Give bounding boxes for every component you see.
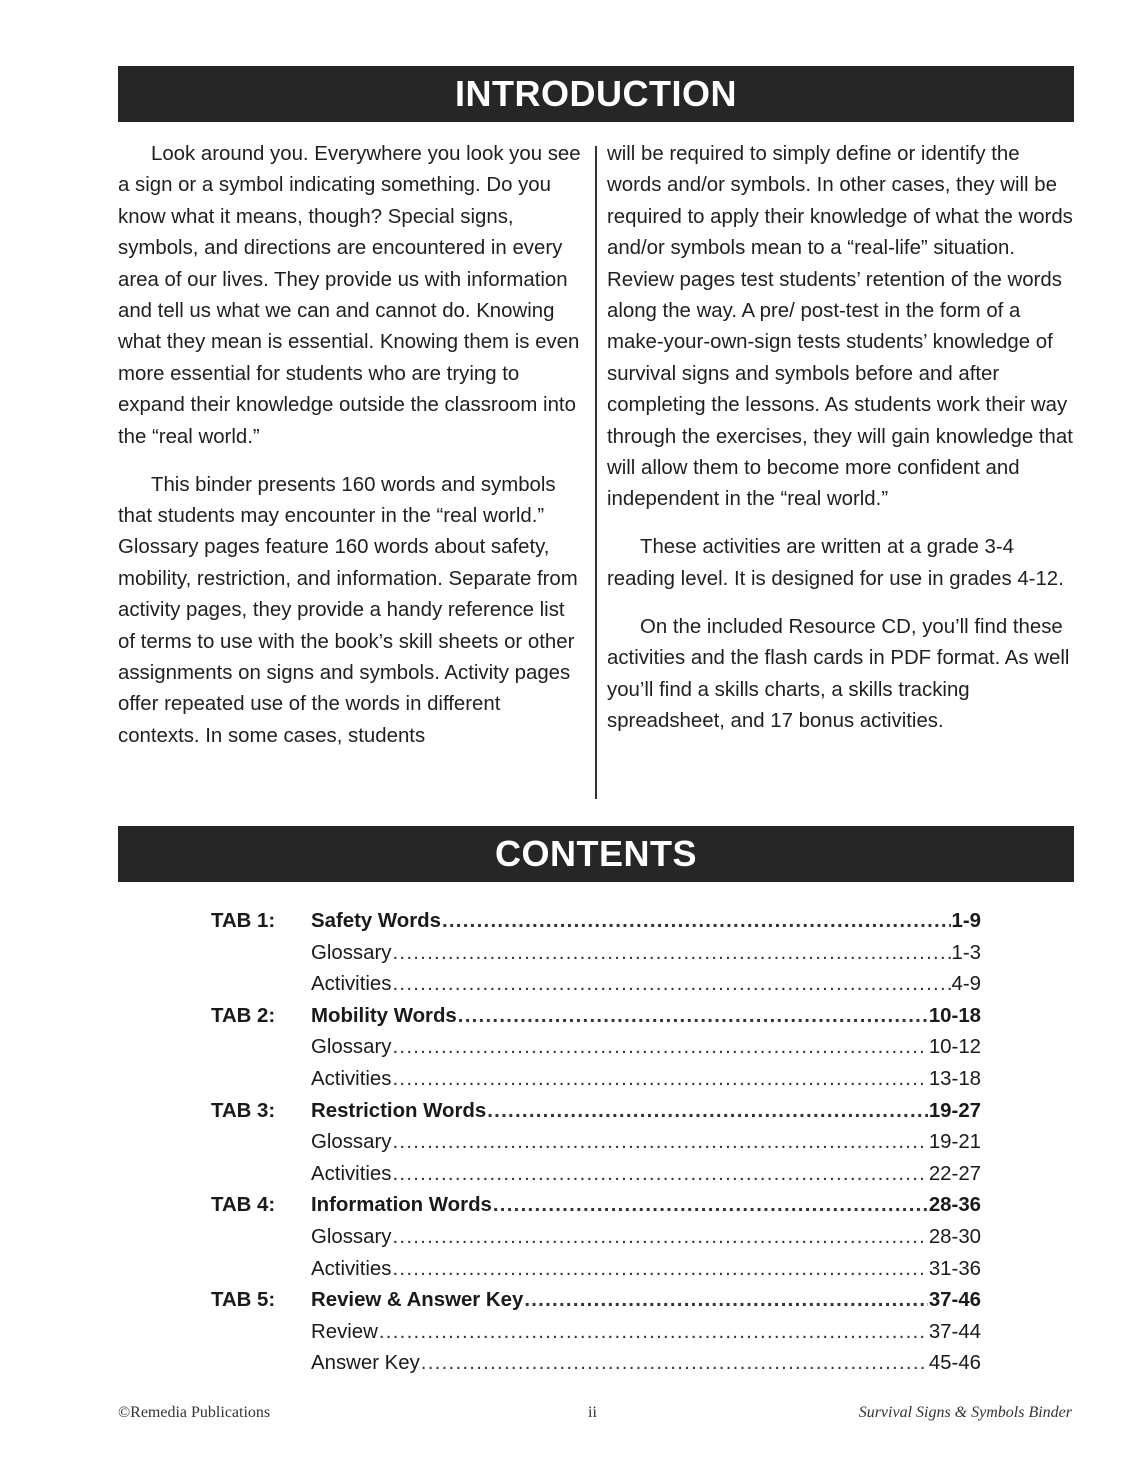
toc-entry [311,1159,981,1191]
toc-item-row [0,1032,1140,1064]
toc-tab-label: TAB 1: [211,910,276,932]
toc-entry-pages: 45-46 [928,1352,981,1375]
toc-entry [311,1190,981,1222]
toc-entry-title: Activities [311,973,392,996]
toc-item-row [0,1064,1140,1096]
toc-entry-title: Activities [311,1068,392,1090]
toc-entry-title: Glossary [311,1226,392,1248]
toc-dot-leader [392,1064,927,1096]
toc-dot-leader [392,1032,927,1064]
intro-paragraph: These activities are written at a grade 3-4 reading level. It is designed for use in grades 4-12. [607,536,1064,590]
toc-item-row [0,1159,1140,1191]
toc-entry [311,1254,981,1286]
toc-entry [311,906,981,938]
toc-dot-leader [524,1285,928,1317]
toc-dot-leader [392,969,950,1001]
toc-entry-title: Glossary [311,941,392,964]
toc-entry-pages: 37-44 [928,1320,981,1343]
toc-entry [311,1001,981,1033]
toc-tab-label: TAB 4: [211,1194,276,1217]
toc-entry-title: Review & Answer Key [311,1289,524,1312]
toc-item-row [0,938,1140,970]
toc-dot-leader [487,1096,928,1128]
toc-entry-pages: 4-9 [951,973,981,996]
toc-item-row [0,1317,1140,1349]
toc-entry-pages: 1-3 [951,941,981,964]
toc-dot-leader [392,938,950,970]
intro-left-column [118,139,586,769]
footer-book-title: Survival Signs & Symbols Binder [858,1404,1072,1421]
toc-entry-pages: 10-12 [928,1036,981,1059]
toc-entry-title: Activities [311,1162,392,1185]
toc-entry-pages: 19-21 [928,1131,981,1154]
toc-item-row [0,1348,1140,1380]
toc-entry-title: Mobility Words [311,1004,457,1027]
intro-paragraph: will be required to simply define or identify the words and/or symbols. In other cases, they will be required to apply their knowledge of what the words and/or symbols mean to a “real-life” situation. Review pages test students’ retention of the words along the way. A pre/ post-test in the form of a make-your-own-sign tests students’ knowledge of survival signs and symbols before and after completing the lessons. As students work their way through the exercises, they will gain knowledge that will allow them to become more confident and independent in the “real world.” [607,143,1073,511]
toc-entry [311,1348,981,1380]
page-footer [0,1404,1140,1428]
toc-dot-leader [392,1127,927,1159]
toc-entry-pages: 37-46 [928,1289,981,1312]
toc-tab-row [0,1096,1140,1128]
toc-entry-pages: 1-9 [951,910,981,932]
toc-entry [311,1032,981,1064]
footer-publisher: ©Remedia Publications [118,1404,271,1421]
toc-entry [311,969,981,1001]
toc-entry-pages: 13-18 [928,1068,981,1090]
contents-heading: CONTENTS [118,826,1074,882]
toc-entry [311,1222,981,1254]
toc-entry-pages: 10-18 [928,1004,981,1027]
toc-entry [311,1285,981,1317]
toc-entry-pages: 28-36 [928,1194,981,1217]
toc-dot-leader [493,1190,928,1222]
toc-tab-row [0,1001,1140,1033]
toc-dot-leader [458,1001,928,1033]
toc-entry-title: Answer Key [311,1352,420,1375]
toc-item-row [0,1254,1140,1286]
toc-dot-leader [392,1159,927,1191]
toc-item-row [0,1127,1140,1159]
column-divider [595,146,597,799]
intro-right-column [607,139,1077,754]
toc-entry [311,1096,981,1128]
toc-entry-title: Safety Words [311,910,441,932]
toc-entry [311,1064,981,1096]
toc-entry-title: Information Words [311,1194,492,1217]
toc-entry-title: Glossary [311,1036,392,1059]
toc-entry-title: Restriction Words [311,1099,487,1122]
toc-item-row [0,969,1140,1001]
introduction-heading: INTRODUCTION [118,66,1074,122]
toc-dot-leader [392,1254,927,1286]
toc-tab-label: TAB 3: [211,1099,276,1122]
toc-tab-row [0,1285,1140,1317]
toc-entry [311,1127,981,1159]
footer-page-number: ii [588,1404,597,1421]
toc-entry-pages: 22-27 [928,1162,981,1185]
toc-tab-row [0,906,1140,938]
toc-entry [311,1317,981,1349]
toc-tab-label: TAB 2: [211,1004,276,1027]
toc-dot-leader [379,1317,928,1349]
toc-entry-pages: 28-30 [928,1226,981,1248]
toc-entry-title: Glossary [311,1131,392,1154]
intro-paragraph: On the included Resource CD, you’ll find these activities and the flash cards in PDF format. As well you’ll find a skills charts, a skills tracking spreadsheet, and 17 bonus activities. [607,615,1070,732]
toc-item-row [0,1222,1140,1254]
toc-entry [311,938,981,970]
intro-paragraph: This binder presents 160 words and symbols that students may encounter in the “real world.” Glossary pages feature 160 words about safety, mobility, restriction, and information. Separate from activity pages, they provide a handy reference list of terms to use with the book’s skill sheets or other assignments on signs and symbols. Activity pages offer repeated use of the words in different contexts. In some cases, students [118,473,578,747]
toc-entry-pages: 19-27 [928,1099,981,1122]
toc-dot-leader [442,906,951,938]
toc-dot-leader [421,1348,928,1380]
toc-dot-leader [392,1222,927,1254]
intro-paragraph: Look around you. Everywhere you look you see a sign or a symbol indicating something. Do you know what it means, though? Special signs, symbols, and directions are encountered in every area of our lives. They provide us with information and tell us what we can and cannot do. Knowing what they mean is essential. Knowing them is even more essential for students who are trying to expand their knowledge outside the classroom into the “real world.” [118,143,581,448]
toc-entry-title: Activities [311,1257,392,1280]
toc-tab-label: TAB 5: [211,1289,276,1312]
toc-tab-row [0,1190,1140,1222]
toc-entry-title: Review [311,1320,378,1343]
toc-entry-pages: 31-36 [928,1257,981,1280]
